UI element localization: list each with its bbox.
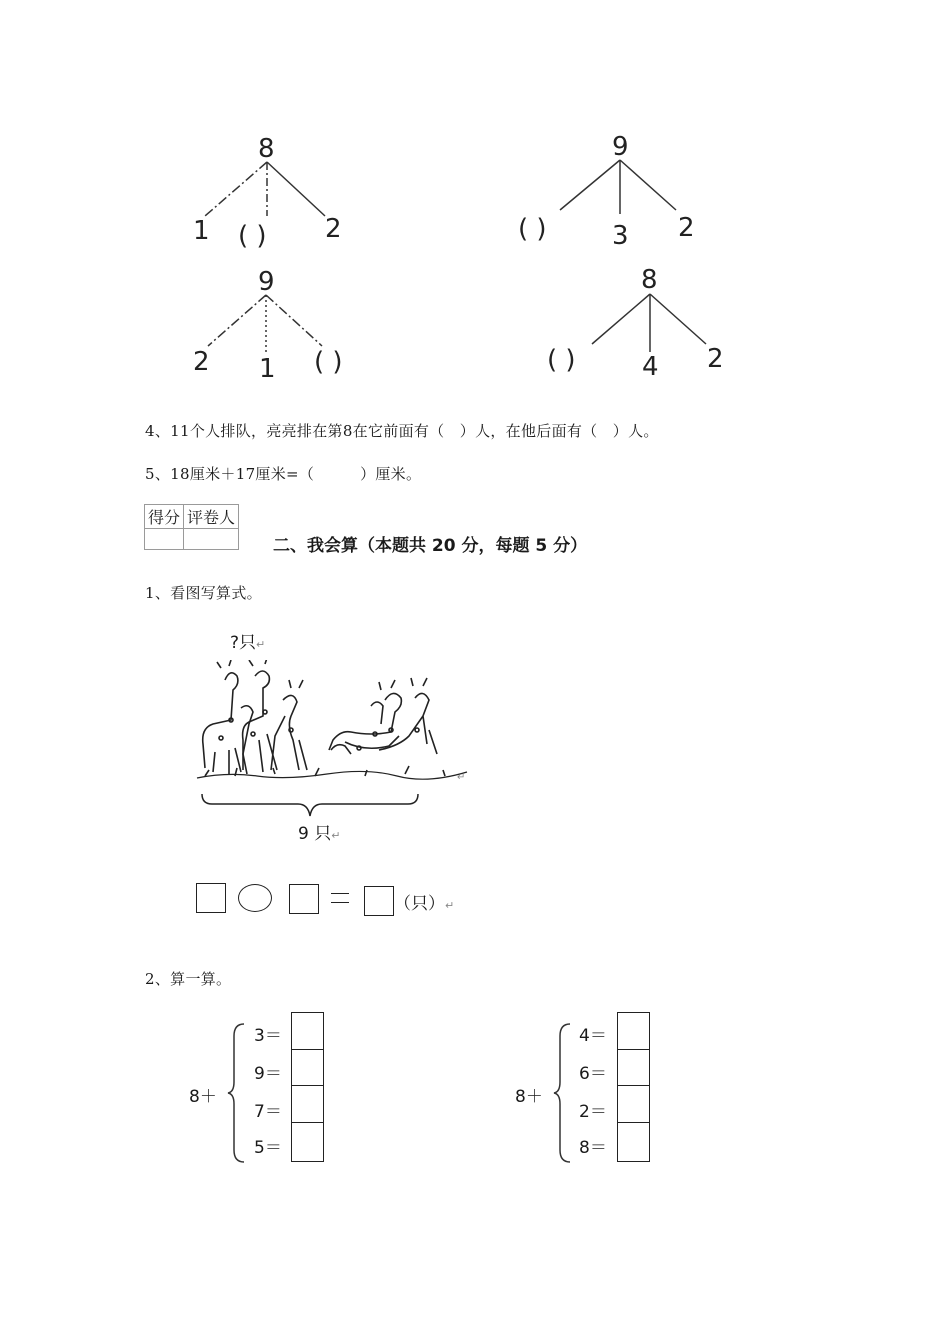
tree-leaf: 2 bbox=[193, 347, 210, 377]
tree-leaf-blank: ( ) bbox=[518, 214, 547, 244]
group-left-row-1: 3＝ bbox=[254, 1026, 282, 1046]
equation-box-2[interactable] bbox=[289, 884, 319, 914]
number-tree-3 bbox=[193, 267, 343, 384]
section-2-question-2: 2、算一算。 bbox=[145, 970, 232, 988]
tree-leaf: 2 bbox=[707, 344, 724, 374]
group-right-prefix: 8＋ bbox=[515, 1087, 543, 1107]
equation-box-1[interactable] bbox=[196, 883, 226, 913]
tree-leaf: 1 bbox=[259, 354, 276, 384]
svg-text:↵: ↵ bbox=[457, 772, 466, 783]
deer-total-label: 9 只↵ bbox=[298, 824, 341, 844]
group-right-answer-1[interactable] bbox=[617, 1012, 650, 1050]
equation-result-box[interactable] bbox=[364, 886, 394, 916]
brace-left-group bbox=[226, 1022, 246, 1164]
section-2-question-1: 1、看图写算式。 bbox=[145, 584, 262, 602]
tree-top: 8 bbox=[641, 265, 658, 295]
unit-label: （只）↵ bbox=[394, 894, 455, 914]
equals-sign bbox=[331, 893, 349, 903]
group-left-row-3: 7＝ bbox=[254, 1102, 282, 1122]
group-right-row-3: 2＝ bbox=[579, 1102, 607, 1122]
score-cell[interactable] bbox=[145, 529, 184, 550]
tree-leaf-blank: ( ) bbox=[314, 347, 343, 377]
tree-top: 9 bbox=[612, 132, 629, 162]
group-left-row-2: 9＝ bbox=[254, 1064, 282, 1084]
group-right-answer-2[interactable] bbox=[617, 1049, 650, 1086]
group-left-answer-2[interactable] bbox=[291, 1049, 324, 1086]
number-tree-2 bbox=[518, 132, 695, 251]
group-right-answer-4[interactable] bbox=[617, 1123, 650, 1162]
grader-header: 评卷人 bbox=[184, 505, 239, 529]
score-header: 得分 bbox=[145, 505, 184, 529]
brace-bottom bbox=[200, 792, 420, 818]
deer-top-label: ?只↵ bbox=[230, 633, 266, 653]
section-2-title: 二、我会算（本题共 20 分，每题 5 分） bbox=[273, 536, 588, 556]
score-table bbox=[144, 504, 239, 550]
group-right-row-2: 6＝ bbox=[579, 1064, 607, 1084]
operator-circle[interactable] bbox=[238, 884, 272, 912]
tree-leaf: 2 bbox=[678, 213, 695, 243]
tree-leaf-blank: ( ) bbox=[238, 221, 267, 251]
tree-leaf: 2 bbox=[325, 214, 342, 244]
group-right-row-4: 8＝ bbox=[579, 1138, 607, 1158]
group-right-row-1: 4＝ bbox=[579, 1026, 607, 1046]
group-left-answer-1[interactable] bbox=[291, 1012, 324, 1050]
question-5: 5、18厘米＋17厘米=（ ）厘米。 bbox=[145, 465, 422, 483]
tree-top: 8 bbox=[258, 134, 275, 164]
tree-top: 9 bbox=[258, 267, 275, 297]
tree-leaf: 1 bbox=[193, 216, 210, 246]
tree-leaf: 4 bbox=[642, 352, 659, 382]
deer-question-label: ?只 bbox=[230, 633, 257, 653]
question-4: 4、11个人排队，亮亮排在第8在它前面有（ ）人，在他后面有（ ）人。 bbox=[145, 422, 659, 440]
group-left-prefix: 8＋ bbox=[189, 1087, 217, 1107]
tree-leaf-blank: ( ) bbox=[547, 345, 576, 375]
number-tree-4 bbox=[547, 265, 724, 382]
group-left-answer-4[interactable] bbox=[291, 1123, 324, 1162]
brace-right-group bbox=[552, 1022, 572, 1164]
number-trees bbox=[0, 120, 950, 390]
grader-cell[interactable] bbox=[184, 529, 239, 550]
tree-leaf: 3 bbox=[612, 221, 629, 251]
group-left-row-4: 5＝ bbox=[254, 1138, 282, 1158]
group-right-answer-3[interactable] bbox=[617, 1086, 650, 1123]
group-left-answer-3[interactable] bbox=[291, 1086, 324, 1123]
number-tree-1 bbox=[193, 134, 342, 251]
deer-illustration bbox=[195, 660, 470, 785]
